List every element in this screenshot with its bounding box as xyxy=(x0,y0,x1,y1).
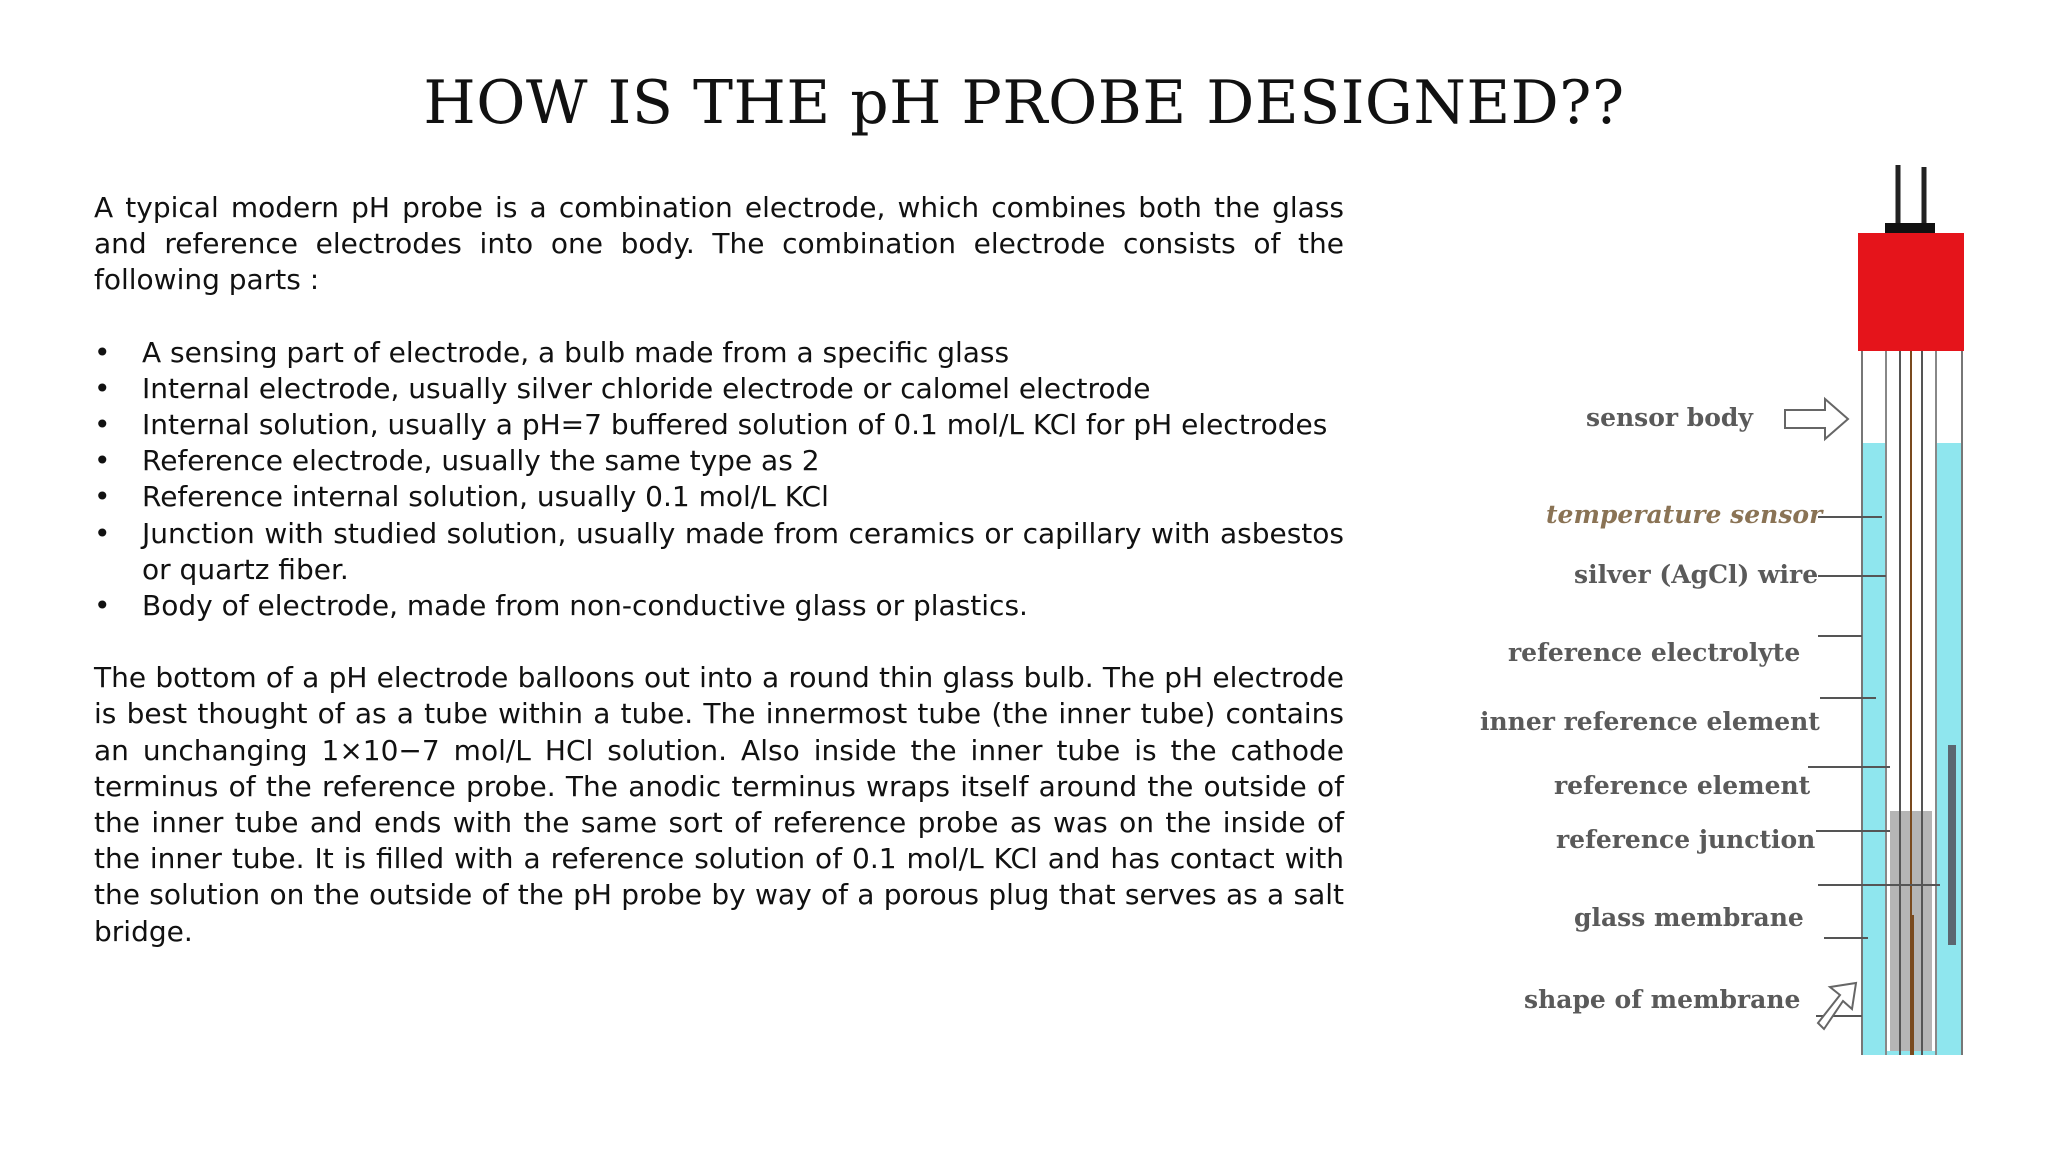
reference-element-rod xyxy=(1948,745,1956,945)
label-sensor-body: sensor body xyxy=(1586,403,1753,432)
list-item-text: Reference electrode, usually the same type as 2 xyxy=(142,444,820,478)
label-inner-reference-element: inner reference element xyxy=(1480,707,1820,736)
bullet-icon: • xyxy=(94,516,111,550)
bullet-icon: • xyxy=(94,335,111,369)
label-reference-junction: reference junction xyxy=(1556,825,1816,854)
body-paragraph: The bottom of a pH electrode balloons out into a round thin glass bulb. The pH electrode is best thought of as a tube within a tube. The innermost tube (the inner tube) contains an unchanging 1×10−7 mol/L HCl solution. Also inside the inner tube is the cathode terminus of the reference probe. The anodic terminus wraps itself around the outside of the inner tube and ends with the same sort of reference probe as was on the inside of the inner tube. It is filled with a reference solution of 0.1 mol/L KCl and has contact with the solution on the outside of the pH probe by way of a porous plug that serves as a salt bridge. xyxy=(94,661,1344,948)
list-item-text: Body of electrode, made from non-conductive glass or plastics. xyxy=(142,589,1028,623)
ph-probe-svg xyxy=(1440,155,2000,1055)
intro-paragraph: A typical modern pH probe is a combination electrode, which combines both the glass and reference electrodes into one body. The combination electrode consists of the following parts : xyxy=(94,191,1344,297)
sensor-body-cap xyxy=(1858,233,1964,351)
list-item xyxy=(94,516,1344,588)
list-item-text: A sensing part of electrode, a bulb made from a specific glass xyxy=(142,335,1010,369)
label-glass-membrane: glass membrane xyxy=(1574,903,1804,932)
slide-title: HOW IS THE pH PROBE DESIGNED?? xyxy=(423,68,1625,138)
list-item xyxy=(94,479,1344,515)
list-item xyxy=(94,588,1344,624)
ph-probe-diagram xyxy=(1440,155,2000,1055)
list-item-text: Internal solution, usually a pH=7 buffered solution of 0.1 mol/L KCl for pH electrodes xyxy=(142,408,1328,442)
label-reference-electrolyte: reference electrolyte xyxy=(1508,638,1801,667)
bullet-icon: • xyxy=(94,408,111,442)
list-item xyxy=(94,407,1344,443)
list-item-text: Junction with studied solution, usually made from ceramics or capillary with asbestos or quartz fiber. xyxy=(142,516,1344,586)
bullet-icon: • xyxy=(94,589,111,623)
list-item xyxy=(94,371,1344,407)
bullet-icon: • xyxy=(94,480,111,514)
bullet-icon: • xyxy=(94,371,111,405)
membrane-arrow-icon xyxy=(1818,983,1856,1029)
list-item xyxy=(94,443,1344,479)
bullet-icon: • xyxy=(94,444,111,478)
label-silver-wire: silver (AgCl) wire xyxy=(1574,560,1819,589)
temperature-sensor-probe xyxy=(1910,915,1914,1055)
sensor-body-arrow-icon xyxy=(1785,399,1848,439)
parts-list xyxy=(94,335,1344,625)
label-shape-of-membrane: shape of membrane xyxy=(1524,985,1801,1014)
label-temperature-sensor: temperature sensor xyxy=(1546,500,1823,529)
list-item xyxy=(94,335,1344,371)
label-reference-element: reference element xyxy=(1554,771,1811,800)
list-item-text: Reference internal solution, usually 0.1 mol/L KCl xyxy=(142,480,829,514)
list-item-text: Internal electrode, usually silver chloride electrode or calomel electrode xyxy=(142,371,1151,405)
text-area xyxy=(94,190,1344,950)
